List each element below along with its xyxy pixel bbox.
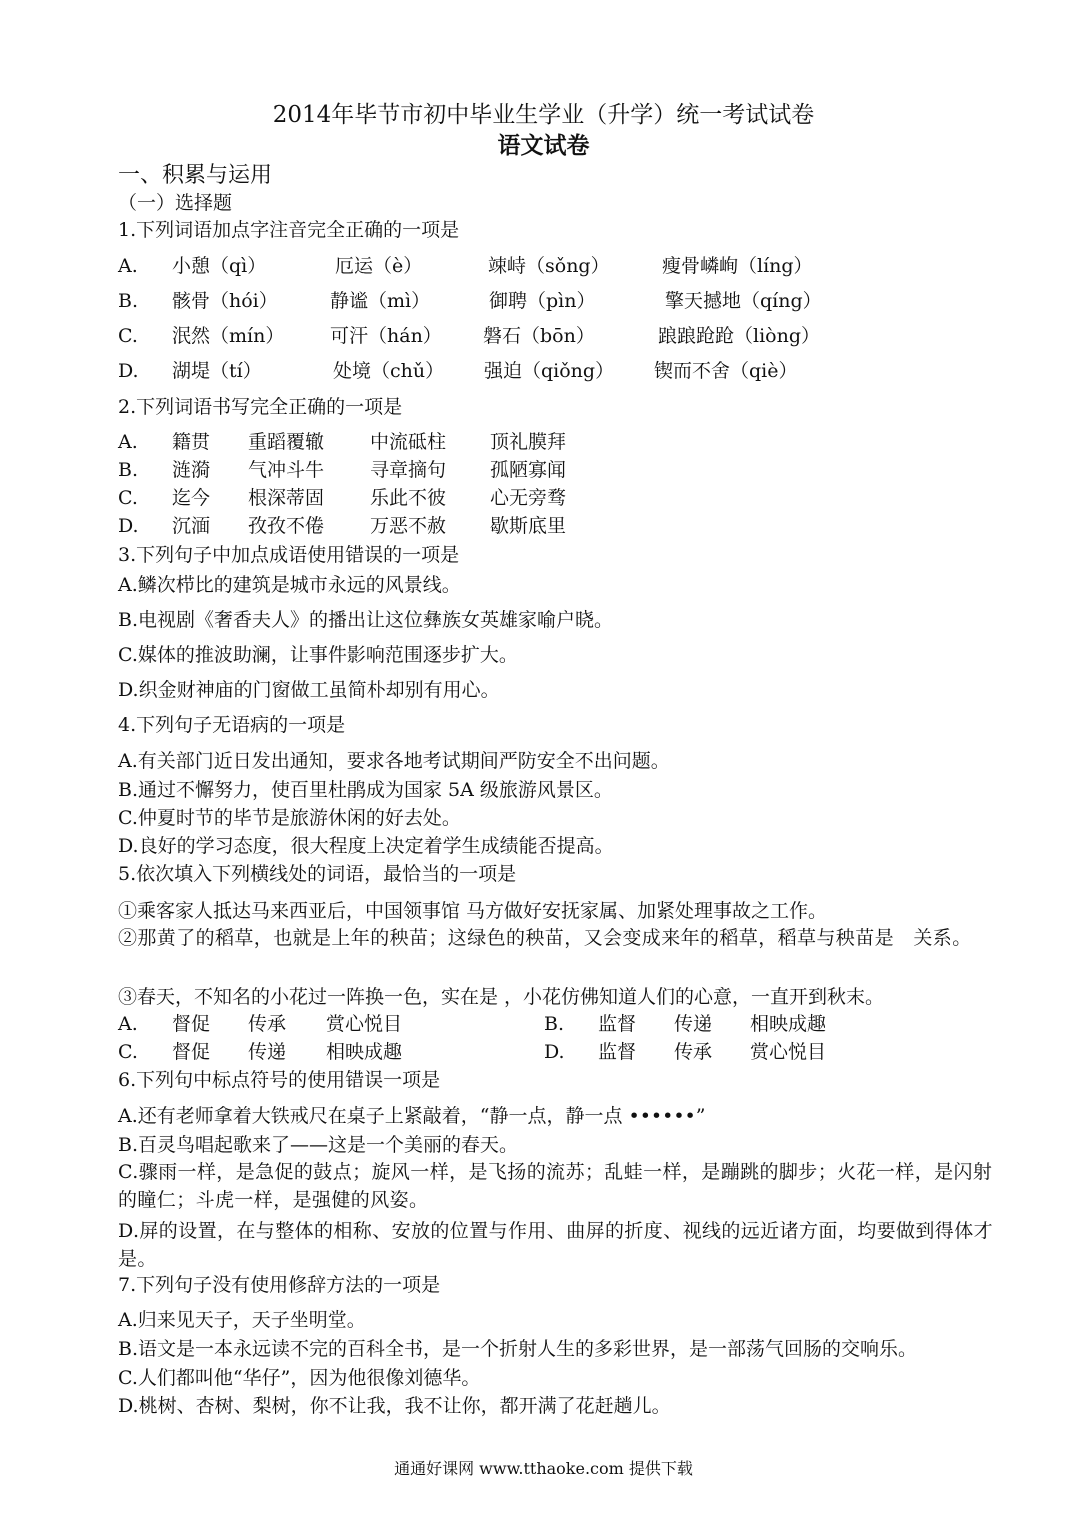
- q6-option-b: B.百灵鸟唱起歌来了——这是一个美丽的春天。: [118, 1134, 519, 1156]
- option-item: 赏心悦目: [326, 1013, 403, 1035]
- q4-stem: 4.下列句子无语病的一项是: [118, 714, 346, 736]
- option-letter: B.: [544, 1013, 565, 1035]
- option-letter: A.: [118, 431, 138, 453]
- option-item: 孜孜不倦: [248, 515, 325, 537]
- q2-stem: 2.下列词语书写完全正确的一项是: [118, 396, 403, 418]
- option-item: 处境（chǔ）: [333, 360, 445, 382]
- option-item: 静谧（mì）: [330, 290, 431, 312]
- option-item: 传承: [674, 1041, 713, 1063]
- option-item: 迄今: [172, 487, 211, 509]
- option-item: 监督: [598, 1013, 637, 1035]
- option-item: 强迫（qiǒng）: [484, 360, 615, 382]
- option-letter: B.: [118, 290, 139, 312]
- q3-option-a: A.鳞次栉比的建筑是城市永远的风景线。: [118, 574, 461, 596]
- option-item: 督促: [172, 1013, 211, 1035]
- option-item: 乐此不彼: [370, 487, 447, 509]
- q5-sentence-1: ①乘客家人抵达马来西亚后，中国领事馆 马方做好安抚家属、加紧处理事故之工作。: [118, 900, 828, 922]
- option-item: 相映成趣: [326, 1041, 403, 1063]
- option-item: 小憩（qì）: [172, 255, 267, 277]
- option-letter: A.: [118, 1013, 138, 1035]
- option-letter: D.: [118, 360, 139, 382]
- option-item: 锲而不舍（qiè）: [654, 360, 798, 382]
- option-item: 涟漪: [172, 459, 211, 481]
- q4-option-d: D.良好的学习态度，很大程度上决定着学生成绩能否提高。: [118, 835, 614, 857]
- q5-sentence-3: ③春天，不知名的小花过一阵换一色，实在是 ，小花仿佛知道人们的心意，一直开到秋末。: [118, 986, 885, 1008]
- exam-subtitle: 语文试卷: [497, 132, 590, 159]
- q6-stem: 6.下列句中标点符号的使用错误一项是: [118, 1069, 441, 1091]
- option-item: 歇斯底里: [490, 515, 567, 537]
- option-item: 御聘（pìn）: [489, 290, 596, 312]
- option-letter: D.: [118, 515, 139, 537]
- exam-title: 2014年毕节市初中毕业生学业（升学）统一考试试卷: [272, 102, 815, 128]
- q7-option-c: C.人们都叫他“华仔”，因为他很像刘德华。: [118, 1367, 481, 1389]
- q7-option-d: D.桃树、杏树、梨树，你不让我，我不让你，都开满了花赶趟儿。: [118, 1395, 671, 1417]
- option-item: 磐石（bōn）: [483, 325, 595, 347]
- q7-option-b: B.语文是一本永远读不完的百科全书，是一个折射人生的多彩世界，是一部荡气回肠的交响乐。: [118, 1338, 918, 1360]
- option-item: 踉踉跄跄（liòng）: [658, 325, 820, 347]
- option-item: 赏心悦目: [750, 1041, 827, 1063]
- q4-option-a: A.有关部门近日发出通知，要求各地考试期间严防安全不出问题。: [118, 750, 670, 772]
- option-item: 孤陋寡闻: [490, 459, 567, 481]
- option-item: 竦峙（sǒng）: [488, 255, 610, 277]
- option-item: 监督: [598, 1041, 637, 1063]
- option-letter: C.: [118, 325, 138, 347]
- q6-option-d: D.屏的设置，在与整体的相称、安放的位置与作用、曲屏的折度、视线的远近诸方面，均要做到得体才是。: [118, 1220, 993, 1270]
- option-item: 心无旁骛: [490, 487, 567, 509]
- option-item: 泯然（mín）: [172, 325, 285, 347]
- q7-stem: 7.下列句子没有使用修辞方法的一项是: [118, 1274, 441, 1296]
- option-letter: D.: [544, 1041, 565, 1063]
- option-item: 重蹈覆辙: [248, 431, 325, 453]
- option-item: 传承: [248, 1013, 287, 1035]
- part-heading: （一）选择题: [118, 192, 233, 214]
- option-item: 传递: [248, 1041, 287, 1063]
- option-item: 气冲斗牛: [248, 459, 325, 481]
- option-letter: C.: [118, 487, 138, 509]
- option-item: 督促: [172, 1041, 211, 1063]
- q6-option-a: A.还有老师拿着大铁戒尺在桌子上紧敲着，“静一点，静一点 ••••••”: [118, 1105, 706, 1127]
- option-item: 籍贯: [172, 431, 211, 453]
- option-item: 寻章摘句: [370, 459, 447, 481]
- option-item: 相映成趣: [750, 1013, 827, 1035]
- q5-stem: 5.依次填入下列横线处的词语，最恰当的一项是: [118, 863, 517, 885]
- option-item: 瘦骨嶙峋（líng）: [662, 255, 813, 277]
- q7-option-a: A.归来见天子，天子坐明堂。: [118, 1309, 366, 1331]
- option-item: 中流砥柱: [370, 431, 447, 453]
- q4-option-b: B.通过不懈努力，使百里杜鹃成为国家 5A 级旅游风景区。: [118, 779, 613, 801]
- footer-download-note: 通通好课网 www.tthaoke.com 提供下载: [394, 1459, 693, 1478]
- option-item: 厄运（è）: [335, 255, 423, 277]
- q5-sentence-2: ②那黄了的稻草，也就是上年的秧苗；这绿色的秧苗，又会变成来年的稻草，稻草与秧苗是 关系。: [118, 927, 972, 949]
- option-letter: A.: [118, 255, 138, 277]
- option-item: 根深蒂固: [248, 487, 325, 509]
- option-item: 擎天撼地（qíng）: [665, 290, 822, 312]
- q4-option-c: C.仲夏时节的毕节是旅游休闲的好去处。: [118, 807, 461, 829]
- option-item: 万恶不赦: [370, 515, 447, 537]
- option-item: 传递: [674, 1013, 713, 1035]
- option-letter: C.: [118, 1041, 138, 1063]
- option-item: 湖堤（tí）: [172, 360, 262, 382]
- option-item: 沉湎: [172, 515, 211, 537]
- option-item: 骸骨（hói）: [172, 290, 278, 312]
- q3-option-c: C.媒体的推波助澜，让事件影响范围逐步扩大。: [118, 644, 518, 666]
- option-letter: B.: [118, 459, 139, 481]
- option-item: 顶礼膜拜: [490, 431, 567, 453]
- option-item: 可汗（hán）: [330, 325, 442, 347]
- q3-option-d: D.织金财神庙的门窗做工虽简朴却别有用心。: [118, 679, 500, 701]
- q3-option-b: B.电视剧《奢香夫人》的播出让这位彝族女英雄家喻户晓。: [118, 609, 614, 631]
- q3-stem: 3.下列句子中加点成语使用错误的一项是: [118, 544, 460, 566]
- q1-stem: 1.下列词语加点字注音完全正确的一项是: [118, 219, 460, 241]
- section-heading: 一、积累与运用: [118, 163, 273, 188]
- q6-option-c: C.骤雨一样，是急促的鼓点；旋风一样，是飞扬的流苏；乱蛙一样，是蹦跳的脚步；火花一样，是闪射的瞳仁；斗虎一样，是强健的风姿。: [118, 1161, 993, 1211]
